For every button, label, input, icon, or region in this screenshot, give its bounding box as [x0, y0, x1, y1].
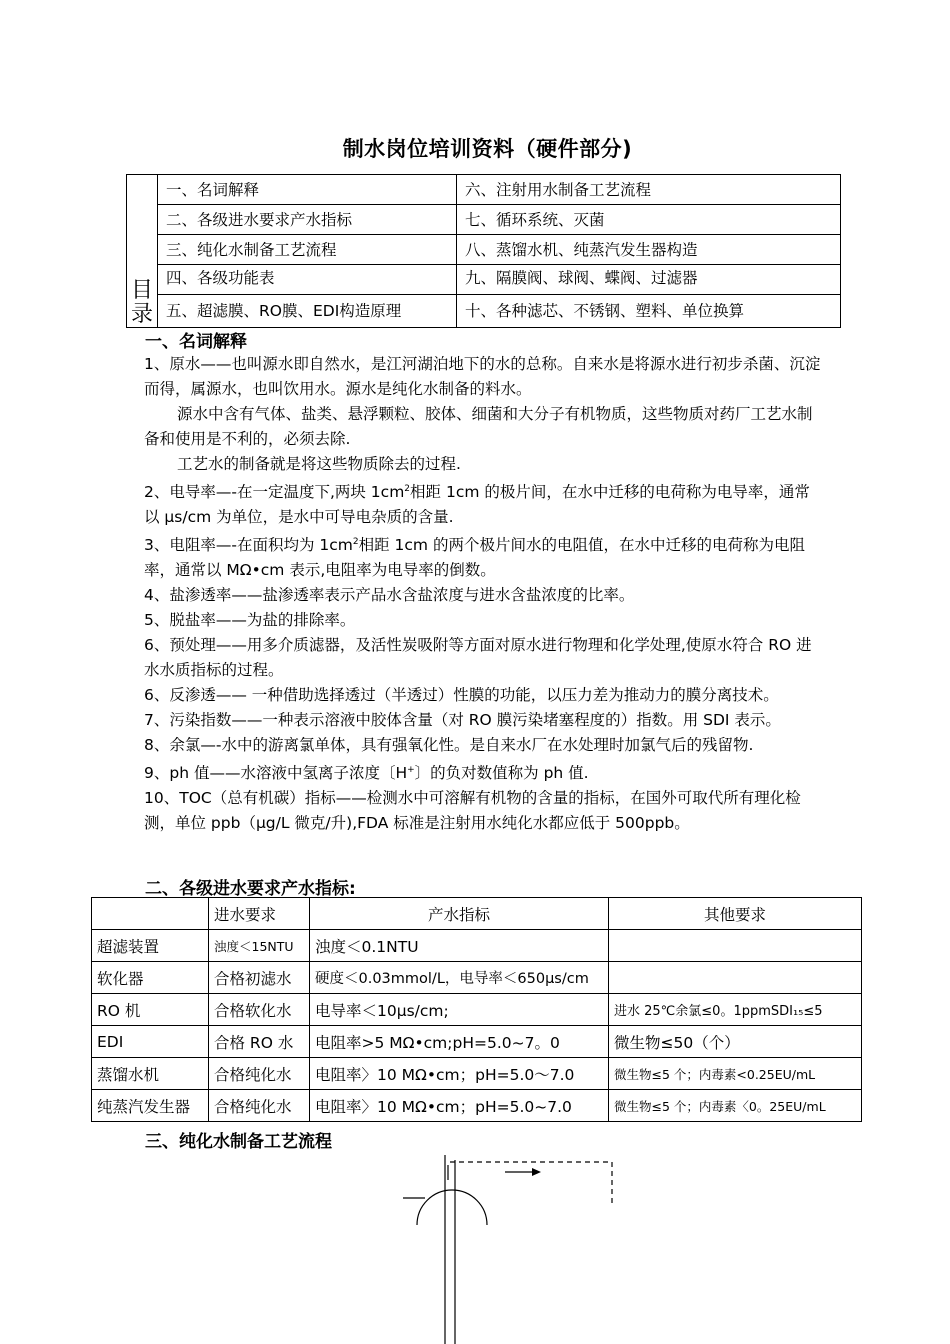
table-cell: 蒸馏水机 — [92, 1058, 209, 1090]
toc-item: 五、超滤膜、RO膜、EDI构造原理 — [158, 295, 457, 328]
text: 〕的负对数值称为 ph 值. — [414, 764, 589, 783]
definitions-body — [144, 352, 824, 836]
table-cell: 硬度＜0.03mmol/L，电导率＜650μs/cm — [310, 962, 609, 994]
paragraph — [144, 758, 824, 786]
text: 3、电阻率—-在面积均为 1cm — [144, 536, 353, 555]
table-cell — [609, 962, 862, 994]
table-cell — [609, 930, 862, 962]
paragraph: 6、反渗透—— 一种借助选择透过（半透过）性膜的功能，以压力差为推动力的膜分离技术。 — [144, 686, 779, 705]
table-header-row — [92, 898, 862, 930]
paragraph — [144, 477, 824, 530]
paragraph: 工艺水的制备就是将这些物质除去的过程. — [177, 455, 461, 473]
superscript: 2 — [352, 537, 359, 548]
toc-label-char-1: 目 — [130, 278, 153, 303]
table-cell: 合格纯化水 — [209, 1090, 310, 1122]
paragraph: 1、原水——也叫源水即自然水，是江河湖泊地下的水的总称。自来水是将源水进行初步杀菌、沉淀而得，属源水，也叫饮用水。源水是纯化水制备的料水。 — [144, 355, 821, 398]
paragraph: 4、盐渗透率——盐渗透率表示产品水含盐浓度与进水含盐浓度的比率。 — [144, 586, 635, 605]
toc-item: 七、循环系统、灭菌 — [457, 205, 841, 235]
paragraph: 6、预处理——用多介质滤器，及活性炭吸附等方面对原水进行物理和化学处理,使原水符合 RO 进水水质指标的过程。 — [144, 636, 812, 680]
table-cell: 微生物≤5 个；内毒素〈0。25EU/mL — [609, 1090, 862, 1122]
text: 9、ph 值——水溶液中氢离子浓度〔H — [144, 764, 408, 783]
table-row — [92, 962, 862, 994]
table-header-cell: 产水指标 — [310, 898, 609, 930]
table-row — [92, 1058, 862, 1090]
toc-item: 三、纯化水制备工艺流程 — [158, 235, 457, 265]
table-cell: 浊度＜15NTU — [209, 930, 310, 962]
table-cell: 纯蒸汽发生器 — [92, 1090, 209, 1122]
toc-item: 十、各种滤芯、不锈钢、塑料、单位换算 — [457, 295, 841, 328]
superscript: 2 — [404, 484, 411, 494]
table-cell: 浊度＜0.1NTU — [310, 930, 609, 962]
vessel-arc — [417, 1190, 487, 1225]
toc-item: 六、注射用水制备工艺流程 — [457, 175, 841, 205]
text: 相距 1cm 的两个极片间水的电阻值，在水中迁移的电荷称为电阻率，通常以 MΩ•cm 表示,电阻率为电导率的倒数。 — [144, 536, 805, 580]
table-cell: 电阻率〉10 MΩ•cm；pH=5.0～7.0 — [310, 1058, 609, 1090]
table-cell: 进水 25℃余氯≤0。1ppmSDI₁₅≤5 — [609, 994, 862, 1026]
section-heading-water-specs: 二、各级进水要求产水指标: — [145, 879, 356, 899]
table-cell: 合格初滤水 — [209, 962, 310, 994]
paragraph: 10、TOC（总有机碳）指标——检测水中可溶解有机物的含量的指标，在国外可取代所有理化检测，单位 ppb（μg/L 微克/升),FDA 标准是注射用水纯化水都应低于 500ppb。 — [144, 789, 801, 833]
section-heading-process-flow: 三、纯化水制备工艺流程 — [145, 1132, 332, 1152]
toc-label — [127, 175, 158, 328]
paragraph: 8、余氯—-水中的游离氯单体，具有强氧化性。是自来水厂在水处理时加氯气后的残留物. — [144, 736, 754, 755]
toc-item: 二、各级进水要求产水指标 — [158, 205, 457, 235]
toc-item: 一、名词解释 — [158, 175, 457, 205]
table-cell: 软化器 — [92, 962, 209, 994]
table-cell: 超滤装置 — [92, 930, 209, 962]
paragraph — [144, 530, 824, 583]
text: 相距 1cm 的极片间，在水中迁移的电荷称为电导率，通常以 μs/cm 为单位，是水中可导电杂质的含量. — [144, 483, 810, 527]
table-cell: 微生物≤50（个） — [609, 1026, 862, 1058]
toc-item: 四、各级功能表 — [158, 265, 457, 295]
paragraph: 7、污染指数——一种表示溶液中胶体含量（对 RO 膜污染堵塞程度的）指数。用 SDI 表示。 — [144, 711, 781, 730]
section-heading-definitions: 一、名词解释 — [145, 332, 247, 352]
water-spec-table — [91, 897, 862, 1122]
table-header-cell: 其他要求 — [609, 898, 862, 930]
toc-label-char-2: 录 — [130, 302, 153, 327]
flow-arrow-head — [532, 1168, 541, 1176]
table-row — [92, 1090, 862, 1122]
superscript: + — [407, 765, 415, 776]
table-row — [92, 994, 862, 1026]
table-cell: 合格纯化水 — [209, 1058, 310, 1090]
toc-table — [126, 174, 841, 328]
toc-item: 九、隔膜阀、球阀、蝶阀、过滤器 — [457, 265, 841, 295]
table-cell: RO 机 — [92, 994, 209, 1026]
document-title: 制水岗位培训资料（硬件部分) — [342, 137, 633, 161]
table-cell: EDI — [92, 1026, 209, 1058]
toc-item: 八、蒸馏水机、纯蒸汽发生器构造 — [457, 235, 841, 265]
table-cell: 电阻率〉10 MΩ•cm；pH=5.0~7.0 — [310, 1090, 609, 1122]
table-cell: 合格软化水 — [209, 994, 310, 1026]
table-header-cell: 进水要求 — [209, 898, 310, 930]
text: 2、电导率—-在一定温度下,两块 1cm — [144, 483, 405, 502]
table-cell: 微生物≤5 个；内毒素<0.25EU/mL — [609, 1058, 862, 1090]
table-row — [92, 1026, 862, 1058]
table-header-cell — [92, 898, 209, 930]
paragraph: 5、脱盐率——为盐的排除率。 — [144, 611, 356, 630]
table-cell: 电导率＜10μs/cm; — [310, 994, 609, 1026]
table-cell: 电阻率>5 MΩ•cm;pH=5.0~7。0 — [310, 1026, 609, 1058]
table-row — [92, 930, 862, 962]
table-cell: 合格 RO 水 — [209, 1026, 310, 1058]
paragraph: 源水中含有气体、盐类、悬浮颗粒、胶体、细菌和大分子有机物质，这些物质对药厂工艺水制备和使用是不利的，必须去除. — [144, 405, 813, 448]
